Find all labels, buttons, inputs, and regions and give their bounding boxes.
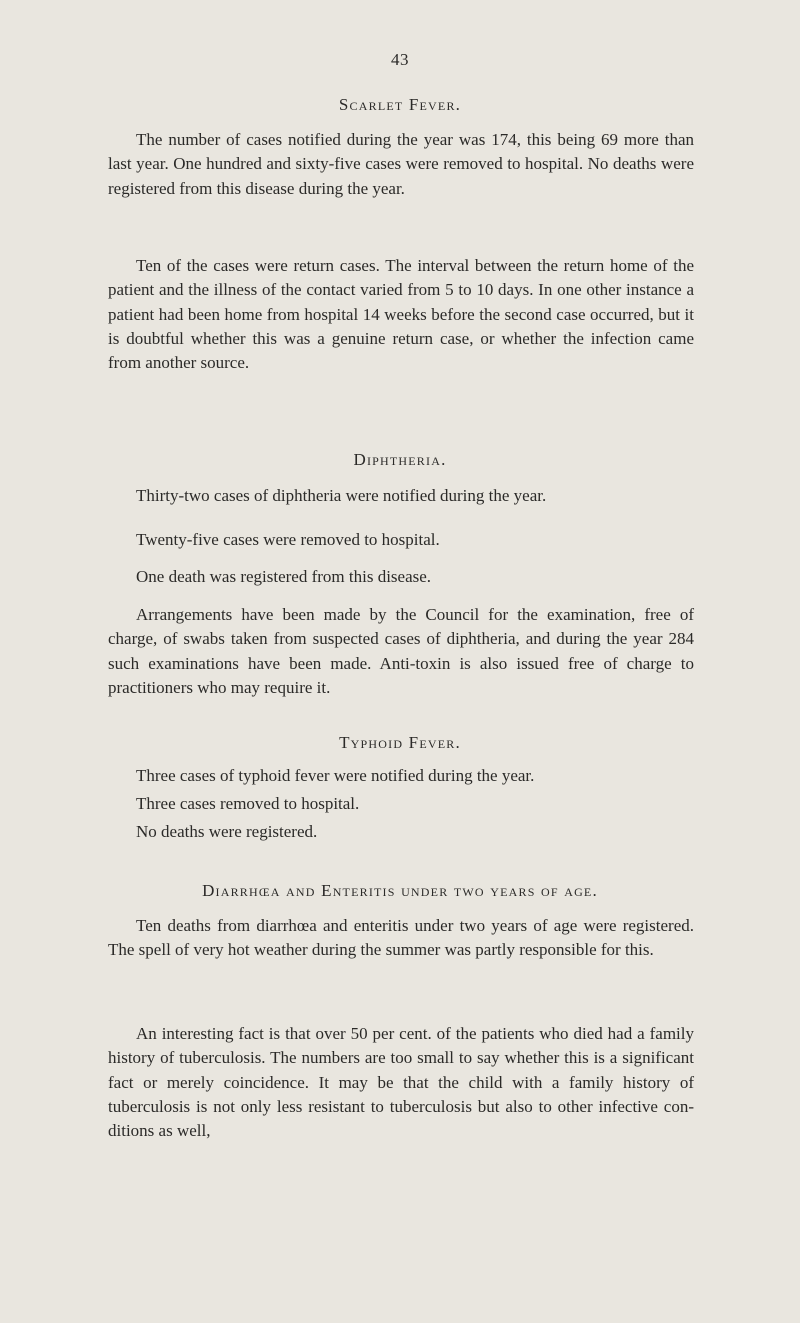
paragraph-scarlet-fever-1: The number of cases notified during the year was 174, this being 69 more than last year. One hundred and sixty-five cases were removed to hospital. No deaths were registered from this disease during the year. (108, 130, 694, 198)
paragraph-diphtheria-4: Arrangements have been made by the Council for the examination, free of charge, of swabs taken from suspected cases of diphtheria, and during the year 284 such examinations have been made. Anti-toxin is also issued free of charge to practitioners who may require it. (108, 605, 694, 697)
paragraph-diarrhoea-1: Ten deaths from diarrhœa and enteritis under two years of age were registered. The spell of very hot weather during the summer was partly responsible for this. (108, 916, 694, 960)
paragraph-diphtheria-1: Thirty-two cases of diphtheria were notified during the year. (136, 486, 547, 505)
paragraph-typhoid-1: Three cases of typhoid fever were notified during the year. (136, 766, 535, 785)
paragraph-typhoid-3: No deaths were registered. (136, 822, 318, 841)
paragraph-diphtheria-3: One death was registered from this disease. (136, 567, 432, 586)
paragraph-diphtheria-2: Twenty-five cases were removed to hospital. (136, 530, 440, 549)
section-heading-scarlet-fever: Scarlet Fever. (338, 95, 462, 114)
paragraph-typhoid-2: Three cases removed to hospital. (136, 794, 360, 813)
section-heading-diarrhoea-enteritis: Diarrhœa and Enteritis under two years of age. (202, 881, 598, 900)
paragraph-scarlet-fever-2: Ten of the cases were return cases. The interval between the return home of the patient and the illness of the contact varied from 5 to 10 days. In one other instance a patient had been home from hospital 14 weeks before the second case occurred, but it is doubtful whether this was a genuine return case, or whether the infection came from another source. (108, 256, 694, 373)
section-heading-diphtheria: Diphtheria. (353, 450, 447, 469)
page-number: 43 (391, 50, 409, 69)
paragraph-diarrhoea-2: An interesting fact is that over 50 per cent. of the patients who died had a family history of tuberculosis. The numbers are too small to say whether this is a significant fact or merely coincidence. It may be that the child with a family history of tuberculosis is not only less resistant to tuberculosis but also to other infective con- ditions as well, (108, 1024, 694, 1141)
section-heading-typhoid-fever: Typhoid Fever. (339, 733, 461, 752)
